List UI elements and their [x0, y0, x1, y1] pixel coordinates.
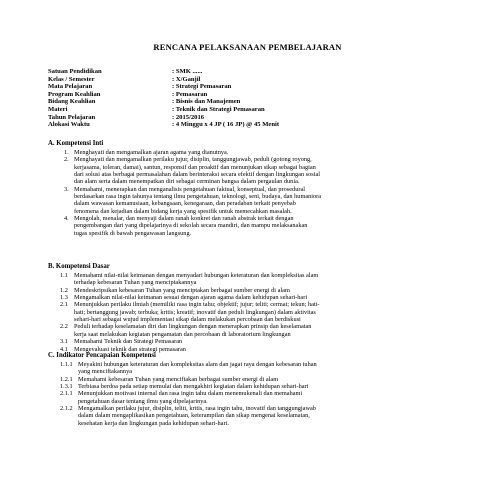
item-text-line: berdasarkan rasa ingin tahunya tentang ilmu pengetahuan, teknologi, seni, budaya, dan humaniora: [74, 193, 322, 201]
item-text-line: Menunjukkan perilaku ilmiah (memiliki rasa ingin tahu; objektif; jujur; teliti; cermat; tekun; hati-: [74, 301, 320, 309]
item-number: 4.1: [60, 345, 68, 353]
item-text-line: tugas spesifik di bawah pengawasan langsung.: [74, 229, 192, 237]
item-text-line: pengembangan dari yang dipelajarinya di sekolah secara mandiri, dan mampu melaksanakan: [74, 222, 308, 230]
info-value: : Teknik dan Strategi Pemasaran: [172, 105, 265, 113]
item-number: 2.: [64, 156, 69, 164]
info-value: : SMK ......: [172, 68, 203, 75]
info-row: [48, 106, 468, 114]
item-text-line: fenomena dan kejadian dalam bidang kerja yang spesifik untuk memecahkan masalah.: [74, 207, 292, 215]
info-label: Alokasi Waktu: [48, 121, 90, 129]
item-text-line: kerjasama, toleran, damai), santun, responsif dan proaktif dan menunjukan sikap sebagai bagian: [74, 163, 316, 171]
info-label: Kelas / Semester: [48, 75, 95, 83]
info-row: [48, 76, 468, 84]
item-number: 2.1: [60, 301, 68, 309]
info-value: : 4 Minggu x 4 JP ( 16 JP) @ 45 Menit: [172, 121, 280, 129]
item-text-line: Peduli terhadap keselamatan diri dan lingkungan dengan menerapkan prinsip dan keselamatan: [74, 323, 312, 331]
item-text-line: Menunjukkan motivasi internal dan rasa ingin tahu dalam menemukenali dan memahami: [78, 390, 303, 398]
item-text-line: kesehatan kerja dan lingkungan pada kehidupan sehari-hari.: [78, 419, 229, 427]
info-label: Bidang Keahlian: [48, 98, 96, 106]
section-title: B. Kompetensi Dasar: [48, 263, 110, 270]
info-label: Satuan Pendidikan: [48, 68, 102, 75]
item-number: 3.1: [60, 338, 68, 346]
item-number: 2.2: [60, 323, 68, 331]
item-text-line: pengetahuan dasar tentang ilmu yang dipelajarinya.: [78, 397, 208, 405]
item-number: 4.: [64, 215, 69, 223]
item-text-line: Mengevaluasi teknik dan strategi pemasaran: [74, 345, 186, 353]
item-text-line: yang menciftakannya: [78, 368, 133, 376]
section-title: C. Indikator Pencapaian Kompetensi: [48, 352, 156, 359]
info-label: Program Keahlian: [48, 90, 101, 98]
info-row: [48, 114, 468, 122]
item-number: 2.1.2: [60, 405, 73, 413]
item-text-line: dalam dalam mengaplikasikan pengetahuan, keterampilan dan sikap mengenai keselamatan,: [78, 412, 310, 420]
item-text-line: Menghayati dan mengamalkan perilaku jujur, disiplin, tanggungjawab, peduli (gotong royong,: [74, 156, 312, 164]
item-text-line: Memahami kebesaran Tuhan yang menciftakan berbagai sumber energi di alam: [78, 375, 279, 383]
info-row: [48, 121, 468, 129]
item-text-line: Meyakini hubungan keteraturan dan kompleksitas alam dan jagat raya dengan kebesaran tuhan: [78, 361, 317, 368]
item-text-line: sehari-hari sebagai wujud implementasi sikap dalam melakukan percobaan dan berdiskusi: [74, 316, 301, 324]
item-text-line: dalam wawasan kemanusiaan, kebangsaan, kenegaraan, dan peradaban terkait penyebab: [74, 200, 296, 208]
item-text-line: hati; bertanggung jawab; terbuka; kritis; kreatif; inovatif dan peduli lingkungan) dalam aktivitas: [74, 308, 316, 316]
info-value: : Bisnis dan Manajemen: [172, 98, 241, 106]
item-text-line: Mengamalkan nilai-nilai keimanan sesuai dengan ajaran agama dalam kehidupan sehari-hari: [74, 294, 308, 302]
item-text-line: Memahami Teknik dan Strategi Pemasaran: [74, 338, 183, 346]
item-text-line: Memahami, menerapkan dan menganalisis pengetahuan faktual, konseptual, dan prosedural: [74, 185, 305, 193]
info-value: : 2015/2016: [172, 113, 205, 121]
info-value: : X/Ganjil: [172, 75, 201, 83]
item-text-line: terhadap kebesaran Tuhan yang menciptakannya: [74, 279, 197, 287]
info-row: [48, 98, 468, 106]
item-text-line: Terbiasa berdoa pada setiap memulai dan mengakhiri kegiatan dalam kehidupan sehari-hari: [78, 383, 309, 391]
item-number: 1.2.1: [60, 375, 73, 383]
info-value: : Pemasaran: [172, 90, 208, 98]
item-text-line: kerja saat melakukan kegiatan pengamatan dan percobaan di laboratorium lingkungan: [74, 330, 291, 338]
info-row: [48, 91, 468, 99]
item-text-line: Menghayati dan mengamalkan ajaran agama yang dianutnya.: [74, 149, 229, 156]
item-number: 1.3.1: [60, 383, 73, 391]
item-number: 1.3: [60, 294, 68, 302]
document-title: RENCANA PELAKSANAAN PEMBELAJARAN: [153, 42, 342, 52]
info-row: [48, 68, 468, 76]
item-number: 1.1.1: [60, 361, 73, 368]
item-number: 1.1: [60, 272, 68, 279]
info-row: [48, 83, 468, 91]
item-number: 2.1.1: [60, 390, 73, 398]
info-label: Materi: [48, 105, 68, 113]
item-number: 3.: [64, 185, 69, 193]
item-text-line: dan alam serta dalam menempatkan diri sebagai cerminan bangsa dalam pergaulan dunia.: [74, 178, 300, 186]
item-text-line: Mengamalkan perilaku jujur, disiplin, teliti, kritis, rasa ingin tahu, inovatif dan tanggungjawab: [78, 405, 316, 413]
identity-table: [48, 68, 468, 129]
item-text-line: dari solusi atas berbagai permasalahan dalam berinteraksi secara efektif dengan lingkungan sosial: [74, 171, 321, 179]
section-title: A. Kompetensi Inti: [48, 140, 104, 147]
item-text-line: Mendeskripsikan kebesaran Tuhan yang menciptakan berbagai sumber energi di alam: [74, 286, 290, 294]
item-number: 1.: [64, 149, 69, 156]
info-value: : Strategi Pemasaran: [172, 83, 232, 91]
info-label: Mata Pelajaran: [48, 83, 93, 91]
info-label: Tahun Pelajaran: [48, 113, 96, 121]
item-text-line: Mengolah, menalar, dan menyaji dalam ranah konkret dan ranah abstrak terkait dengan: [74, 215, 294, 223]
item-number: 1.2: [60, 286, 68, 294]
item-text-line: Memahami nilai-nilai keimanan dengan menyadari hubungan keteraturan dan kompleksitas alam: [74, 272, 319, 279]
